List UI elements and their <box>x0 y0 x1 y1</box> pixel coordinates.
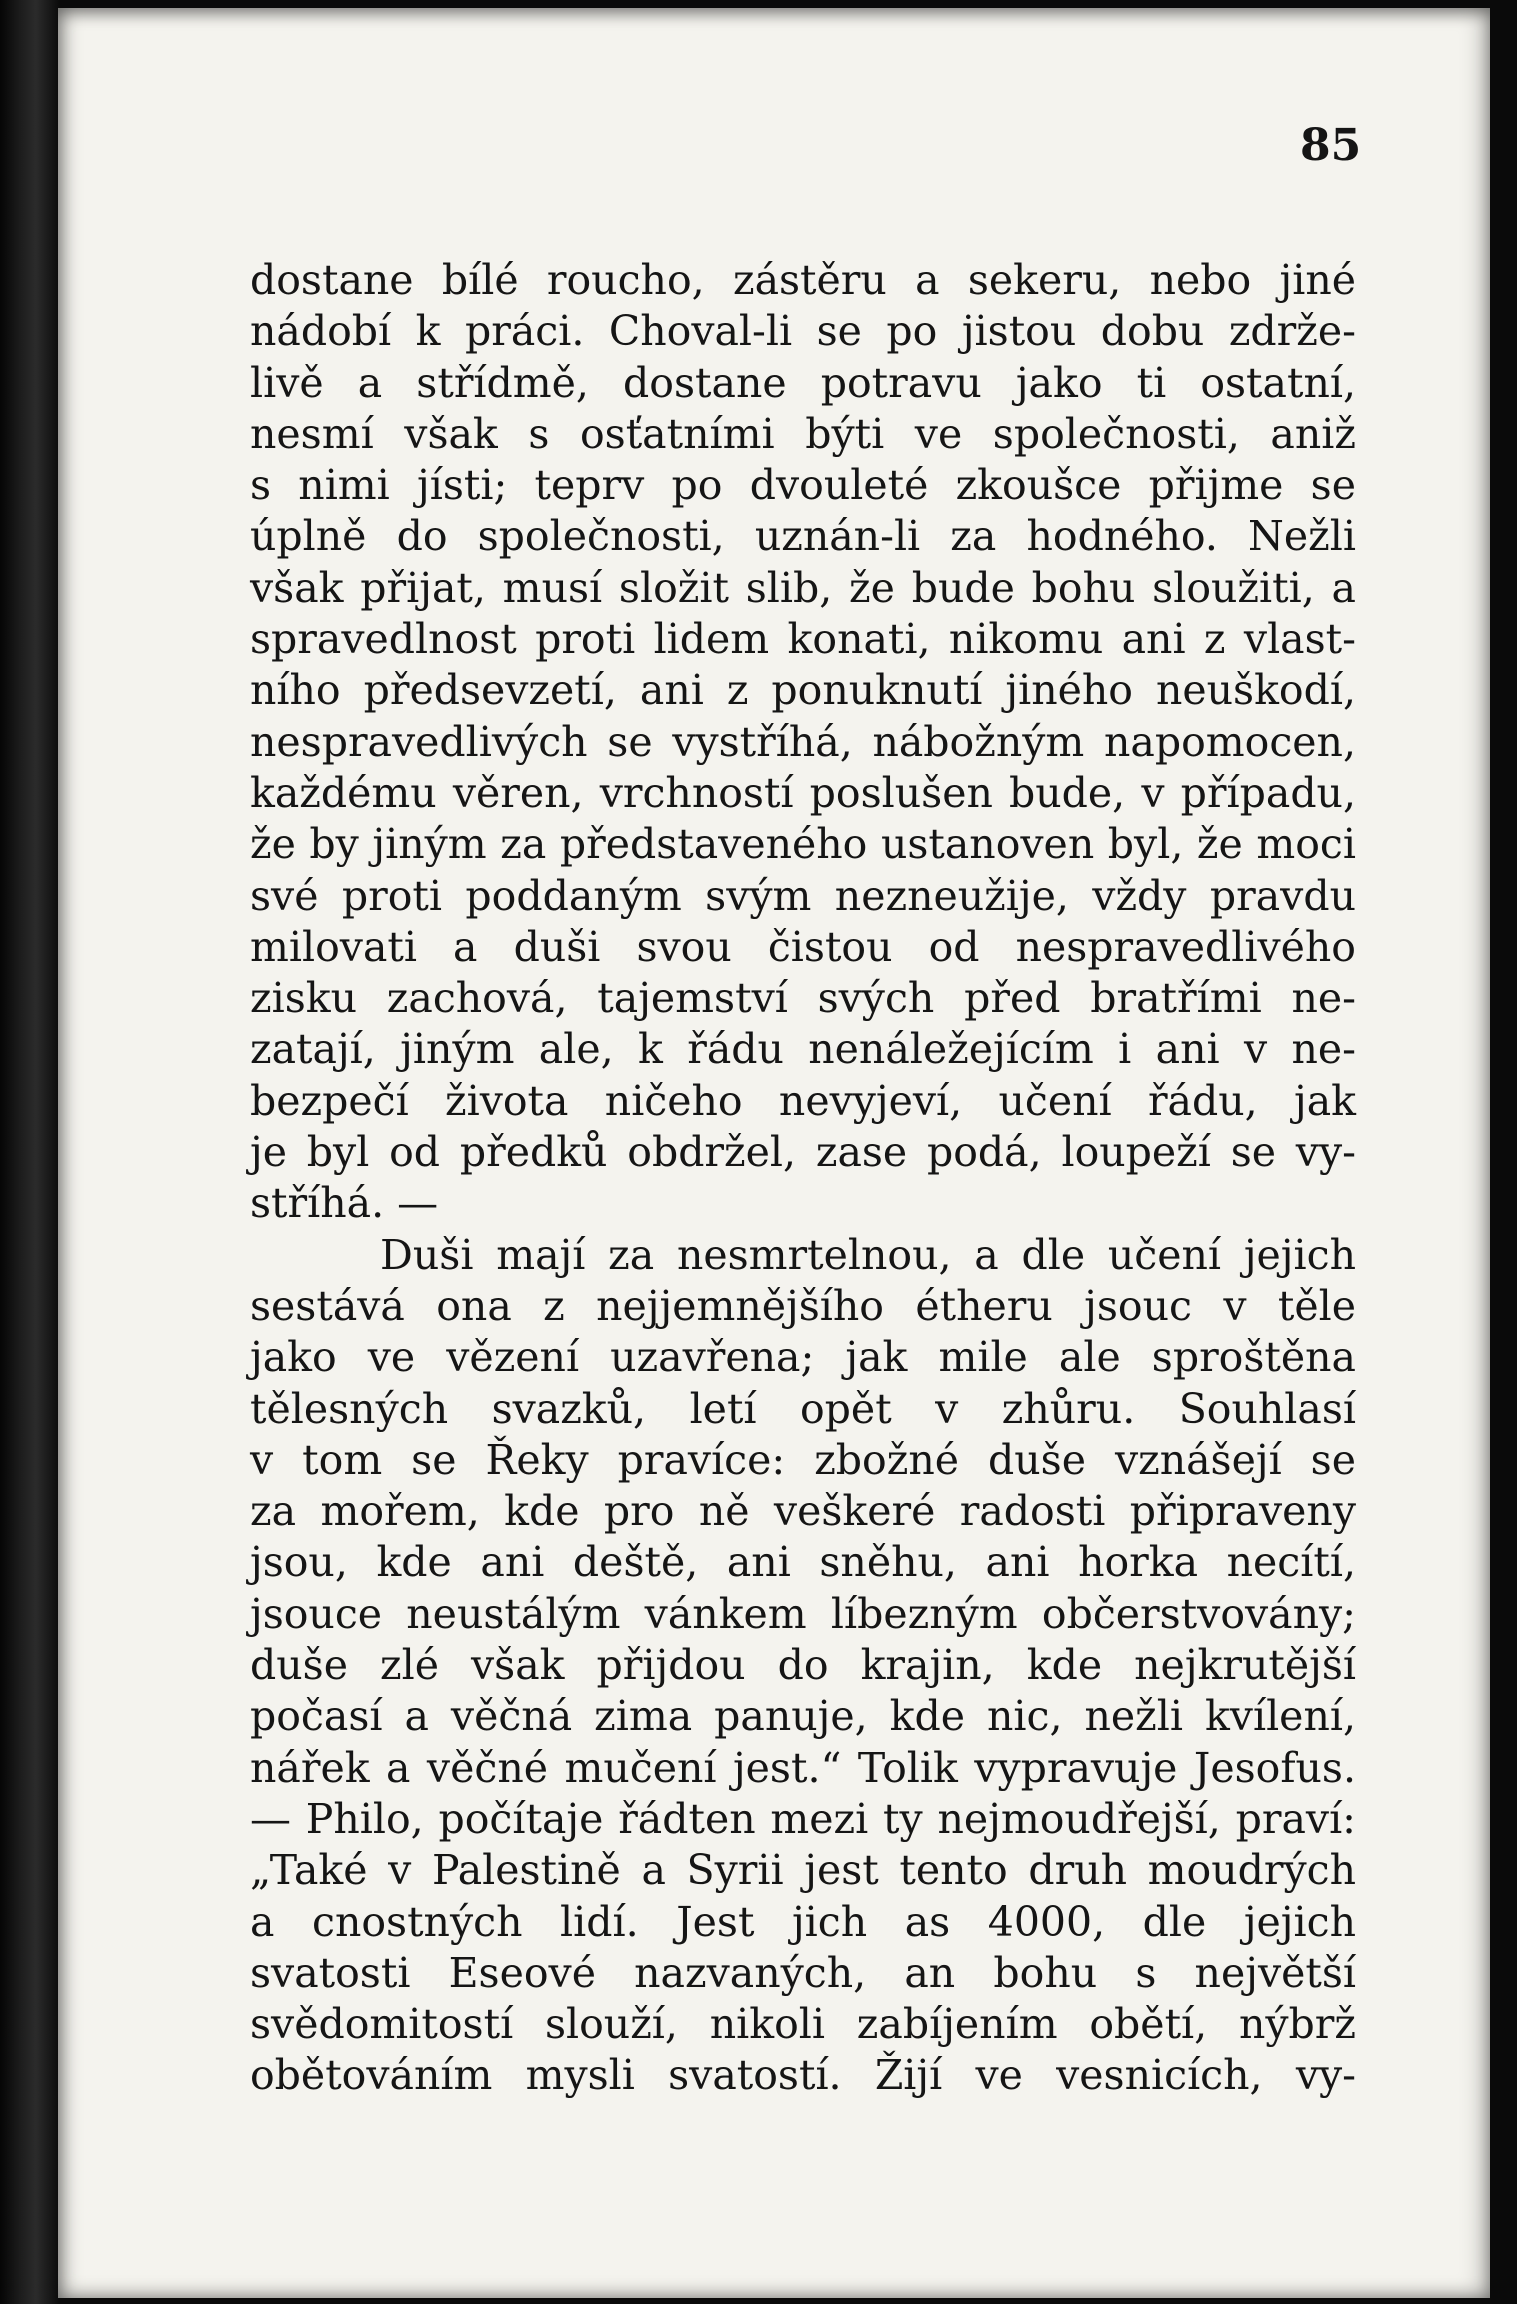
text-line: nespravedlivých se vystříhá, nábožným napomocen, <box>250 717 1356 766</box>
text-line: „Také v Palestině a Syrii jest tento druh moudrých <box>250 1846 1356 1895</box>
text-line: jsouce neustálým vánkem líbezným občerstvovány; <box>250 1589 1356 1638</box>
text-line: stříhá. — <box>250 1179 439 1228</box>
text-line: však přijat, musí složit slib, že bude bohu sloužiti, a <box>250 563 1356 612</box>
text-line: obětováním mysli svatostí. Žijí ve vesnicích, vy- <box>250 2051 1356 2100</box>
text-line: ního předsevzetí, ani z ponuknutí jiného neuškodí, <box>250 666 1356 715</box>
text-line: nádobí k práci. Choval-li se po jistou dobu zdrže- <box>250 307 1356 356</box>
page-number: 85 <box>1300 120 1362 171</box>
text-line: nesmí však s osťatními býti ve společnosti, aniž <box>250 409 1356 458</box>
book-page <box>58 8 1490 2298</box>
text-line: za mořem, kde pro ně veškeré radosti připraveny <box>250 1487 1356 1536</box>
text-line: sestává ona z nejjemnějšího étheru jsouc v těle <box>250 1281 1356 1330</box>
text-line: zatají, jiným ale, k řádu nenáležejícím i ani v ne- <box>250 1025 1356 1074</box>
text-line: s nimi jísti; teprv po dvouleté zkoušce přijme se <box>250 461 1356 510</box>
text-line: tělesných svazků, letí opět v zhůru. Souhlasí <box>250 1384 1356 1433</box>
text-line: zisku zachová, tajemství svých před bratřími ne- <box>250 974 1356 1023</box>
text-line: bezpečí života ničeho nevyjeví, učení řádu, jak <box>250 1076 1356 1125</box>
text-line: milovati a duši svou čistou od nespravedlivého <box>250 922 1356 971</box>
body-text <box>250 255 1356 2102</box>
text-line: že by jiným za představeného ustanoven byl, že moci <box>250 820 1356 869</box>
text-line: jako ve vězení uzavřena; jak mile ale sproštěna <box>250 1333 1356 1382</box>
text-line: nářek a věčné mučení jest.“ Tolik vypravuje Jesofus. <box>250 1743 1356 1792</box>
text-line: je byl od předků obdržel, zase podá, loupeží se vy- <box>250 1128 1356 1177</box>
paragraph-start-line: Duši mají za nesmrtelnou, a dle učení jejich <box>380 1230 1356 1279</box>
text-line: úplně do společnosti, uznán-li za hodného. Nežli <box>250 512 1356 561</box>
text-line: — Philo, počítaje řádten mezi ty nejmoudřejší, praví: <box>250 1794 1356 1843</box>
text-line: spravedlnost proti lidem konati, nikomu ani z vlast- <box>250 615 1356 664</box>
text-line: livě a střídmě, dostane potravu jako ti ostatní, <box>250 358 1356 407</box>
text-line: počasí a věčná zima panuje, kde nic, nežli kvílení, <box>250 1692 1356 1741</box>
text-line: dostane bílé roucho, zástěru a sekeru, nebo jiné <box>250 256 1356 304</box>
text-line: v tom se Řeky pravíce: zbožné duše vznášejí se <box>250 1435 1356 1484</box>
text-line: jsou, kde ani deště, ani sněhu, ani horka necítí, <box>250 1538 1356 1587</box>
text-line: duše zlé však přijdou do krajin, kde nejkrutější <box>250 1641 1356 1690</box>
text-line: svatosti Eseové nazvaných, an bohu s největší <box>250 1948 1356 1997</box>
text-line: a cnostných lidí. Jest jich as 4000, dle jejich <box>250 1897 1356 1946</box>
text-line: každému věren, vrchností poslušen bude, v případu, <box>250 768 1356 817</box>
text-line: své proti poddaným svým nezneužije, vždy pravdu <box>250 871 1356 920</box>
text-line: svědomitostí slouží, nikoli zabíjením obětí, nýbrž <box>250 2000 1356 2049</box>
